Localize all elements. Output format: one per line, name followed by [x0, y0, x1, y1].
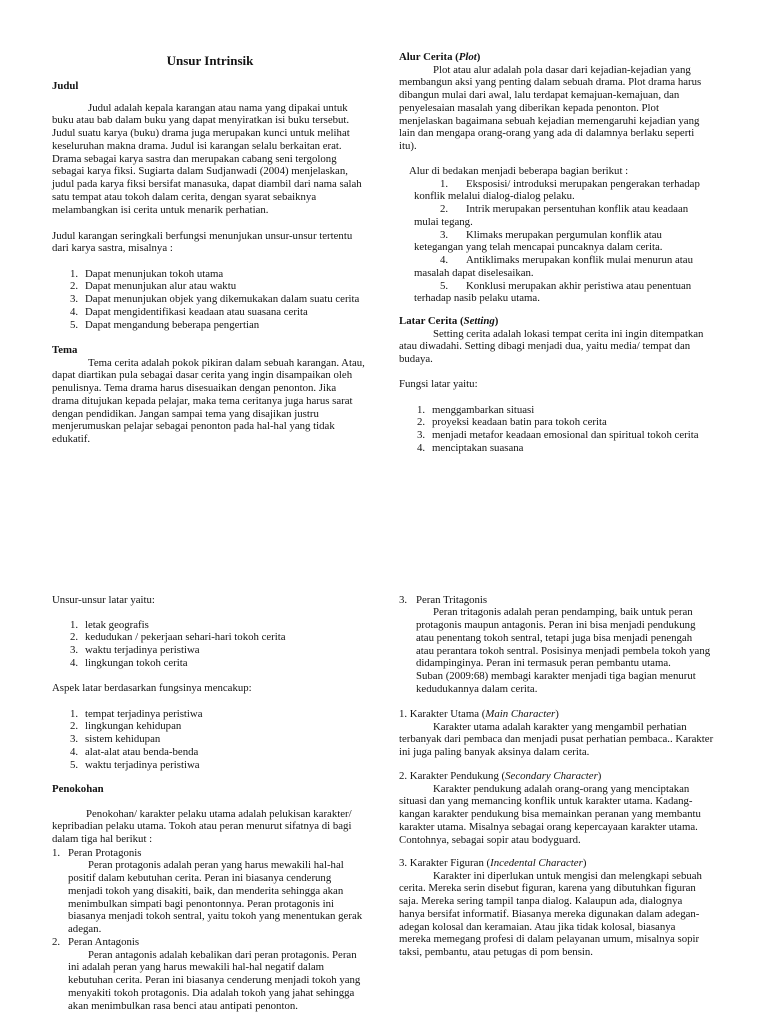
- list-item-text: kedudukan / pekerjaan sehari-hari tokoh cerita: [85, 631, 286, 644]
- peran-item-protagonis: [52, 847, 362, 936]
- text-line: keseluruhan makna drama. Judul isi karangan selalu berkaitan erat.: [52, 139, 342, 152]
- heading-term: Main Character: [485, 707, 556, 720]
- list-number: 3.: [440, 228, 449, 241]
- heading-text: 3. Karakter Figuran (: [399, 856, 491, 869]
- heading-suffix: ): [582, 856, 587, 869]
- list-item-text: Dapat menunjukan objek yang dikemukakan dalam suatu cerita: [85, 293, 360, 306]
- text-line: Peran protagonis adalah peran yang harus mewakili hal-hal: [88, 859, 344, 872]
- list-item-text: waktu terjadinya peristiwa: [85, 758, 200, 771]
- list-item-text: Klimaks merupakan pergumulan konflik atau: [466, 228, 662, 241]
- peran-description: [416, 606, 710, 695]
- peran-title: Peran Protagonis: [68, 846, 142, 859]
- section-heading-alur: [399, 51, 480, 64]
- text-line: buku atau bab dalam buku yang dapat menyiratkan isi buku tersebut.: [52, 114, 350, 127]
- text-line: Judul karangan seringkali berfungsi menunjukan unsur-unsur tertentu: [52, 229, 353, 242]
- text-line: Contohnya, sebagai sopir atau bodyguard.: [399, 833, 581, 846]
- text-line: Plot atau alur adalah pola dasar dari kejadian-kejadian yang: [433, 63, 691, 76]
- list-number: 5.: [440, 279, 449, 292]
- heading-suffix: ): [597, 769, 602, 782]
- heading-text: 2. Karakter Pendukung (: [399, 769, 506, 782]
- text-line: positif dalam kebutuhan cerita. Peran ini biasanya cenderung: [68, 872, 332, 885]
- section-heading-judul: Judul: [52, 79, 79, 92]
- list-item-text: menjadi metafor keadaan emosional dan spiritual tokoh cerita: [432, 429, 699, 442]
- text-line: situasi dan yang memancing konflik untuk karakter utama. Kadang-: [399, 795, 693, 808]
- judul-function-intro: [52, 230, 352, 256]
- list-number: 3.: [70, 644, 79, 657]
- heading-text: 1. Karakter Utama (: [399, 707, 486, 720]
- list-item: [414, 203, 689, 229]
- heading-term: Secondary Character: [505, 769, 598, 782]
- list-number: 3.: [70, 733, 79, 746]
- text-line: didampinginya. Peran ini termasuk peran pembantu utama.: [416, 657, 671, 670]
- list-item-text: ketegangan yang telah mencapai puncaknya dalam cerita.: [414, 241, 663, 254]
- list-item-text: Dapat menunjukan tokoh utama: [85, 267, 224, 280]
- text-line: kepribadian pelaku utama. Tokoh atau peran menurut sifatnya di bagi: [52, 820, 352, 833]
- text-line: ini adalah peran yang harus mewakili hal-hal negatif dalam: [68, 961, 325, 974]
- list-item-text: menciptakan suasana: [432, 441, 524, 454]
- text-line: Karakter utama adalah karakter yang mengambil perhatian: [433, 720, 687, 733]
- text-line: Peran antagonis adalah kebalikan dari peran protagonis. Peran: [88, 948, 357, 961]
- list-item-text: mulai tegang.: [414, 215, 473, 228]
- list-number: 1.: [70, 267, 79, 280]
- list-item-text: Dapat mengandung beberapa pengertian: [85, 318, 260, 331]
- text-line: judul pada karya fiksi bersifat manasuka, dapat diambil dari nama salah: [52, 178, 362, 191]
- text-line: terbanyak dari pembaca dan menjadi pusat perhatian pembaca.. Karakter: [399, 733, 714, 746]
- list-item-text: terhadap nasib pelaku utama.: [414, 292, 540, 305]
- text-line: karakter utama. Misalnya sebagai orang kepercayaan karakter utama.: [399, 820, 698, 833]
- document-title: Unsur Intrinsik: [166, 52, 254, 68]
- text-line: biasanya menjadi tokoh sentral, yaitu tokoh yang menentukan gerak: [68, 910, 363, 923]
- text-line: Judul suatu karya (buku) drama juga merupakan kunci untuk melihat: [52, 127, 350, 140]
- karakter-heading-pendukung: [399, 770, 601, 783]
- alur-paragraph: [399, 64, 701, 153]
- peran-item-antagonis: [52, 936, 362, 1013]
- text-line: menjadi tokoh yang disakiti, baik, dan menderita sehingga akan: [68, 884, 344, 897]
- text-line: menimbulkan simpati bagi penontonnya. Peran protagonis ini: [68, 897, 334, 910]
- list-number: 5.: [70, 758, 79, 771]
- list-item: [414, 279, 692, 306]
- list-item-text: sistem kehidupan: [85, 733, 161, 746]
- list-number: 4.: [70, 305, 79, 318]
- text-line: mereka memegang profesi di dalam pelayanan umum, misalnya sopir: [399, 933, 700, 946]
- peran-description: [68, 949, 362, 1013]
- list-number: 3.: [417, 429, 426, 442]
- heading-term: Incedental Character: [490, 856, 583, 869]
- list-item-text: proyeksi keadaan batin para tokoh cerita: [432, 416, 607, 429]
- text-line: atau penentang tokoh sentral, tetapi juga bisa menjadi penengah: [416, 631, 693, 644]
- list-number: 1.: [70, 707, 79, 720]
- list-number: 2.: [70, 720, 79, 733]
- text-line: Drama sebagai karya sastra dan merupakan cabang seni tergolong: [52, 152, 337, 165]
- list-item: [414, 254, 693, 280]
- text-line: penyelesaian masalah yang diberikan kepada penonton. Plot: [399, 101, 659, 114]
- list-item-text: Intrik merupakan persentuhan konflik atau keadaan: [466, 203, 689, 216]
- karakter-figuran-paragraph: [399, 870, 702, 959]
- text-line: edukatif.: [52, 433, 91, 446]
- alur-parts-list: [414, 177, 700, 306]
- text-line: adegan.: [68, 923, 102, 936]
- text-line: adegan kolosal dan keramaian. Atau jika tidak kolosal, biasanya: [399, 920, 676, 933]
- text-line: atau perantara tokoh sentral. Posisinya menjadi pembela tokoh yang: [416, 644, 711, 657]
- text-line: melambangkan isi cerita untuk menarik perhatian.: [52, 203, 269, 216]
- list-number: 2.: [70, 631, 79, 644]
- text-line: kedudukannya dalam cerita.: [416, 682, 538, 695]
- text-line: Karakter pendukung adalah orang-orang yang menciptakan: [433, 782, 690, 795]
- heading-term: Setting: [463, 314, 495, 327]
- text-line: Tema cerita adalah pokok pikiran dalam sebuah karangan. Atau,: [88, 356, 365, 369]
- text-line: saja. Mereka sering tampil tanpa dialog. Kalaupun ada, dialognya: [399, 895, 683, 908]
- text-line: dalam tiga hal berikut :: [52, 833, 153, 846]
- list-number: 1.: [52, 846, 61, 859]
- section-heading-penokohan: Penokohan: [52, 782, 104, 795]
- text-line: budaya.: [399, 353, 433, 366]
- karakter-utama-paragraph: [399, 721, 713, 759]
- list-item-text: waktu terjadinya peristiwa: [85, 644, 200, 657]
- text-line: protagonis maupun antagonis. Peran ini bisa menjadi pendukung: [416, 619, 696, 632]
- judul-paragraph: [52, 102, 362, 217]
- heading-text: Latar Cerita (: [399, 314, 464, 327]
- text-line: menyakiti tokoh protagonis. Dia adalah tokoh yang jahat sehingga: [68, 986, 355, 999]
- list-number: 2.: [70, 280, 79, 293]
- section-heading-latar: [399, 315, 498, 328]
- text-line: cerita. Mereka serin disebut figuran, karena yang dibutuhkan figuran: [399, 882, 696, 895]
- text-line: kebutuhan cerita. Peran ini biasanya cenderung menjadi tokoh yang: [68, 974, 361, 987]
- list-number: 5.: [70, 318, 79, 331]
- list-number: 1.: [70, 618, 79, 631]
- peran-item-tritagonis: [399, 594, 710, 696]
- text-line: menjelaskan bagaimana sebuah kejadian memengaruhi kejadian yang: [399, 114, 700, 127]
- list-item-text: masalah dapat diselesaikan.: [414, 266, 534, 279]
- text-line: Karakter ini diperlukan untuk mengisi dan melengkapi sebuah: [433, 869, 702, 882]
- text-line: membangun aksi yang penting dalam sebuah drama. Plot drama harus: [399, 76, 702, 89]
- peran-list: [52, 847, 362, 1013]
- text-line: lain dan mengapa orang-orang yang ada di dalamnya berlaku seperti: [399, 127, 695, 140]
- text-line: ini juga paling banyak aksinya dalam cerita.: [399, 746, 590, 759]
- tema-paragraph: [52, 357, 365, 446]
- list-item-text: Konklusi merupakan akhir peristiwa atau penentuan: [466, 279, 692, 292]
- text-line: dengan pendidikan. Jangan sampai tema yang disajikan justru: [52, 407, 319, 420]
- list-number: 4.: [70, 656, 79, 669]
- fungsi-latar-intro: Fungsi latar yaitu:: [399, 377, 478, 390]
- peran-title: Peran Tritagonis: [416, 593, 488, 606]
- list-number: 2.: [52, 935, 61, 948]
- text-line: satu tempat atau tokoh dalam cerita, dengan syarat sebaiknya: [52, 190, 317, 203]
- peran-description: [68, 859, 362, 936]
- karakter-pendukung-paragraph: [399, 783, 701, 847]
- text-line: penulisnya. Tema drama harus disesuaikan dengan penonton. Jika: [52, 382, 337, 395]
- list-number: 2.: [417, 416, 426, 429]
- list-number: 4.: [70, 745, 79, 758]
- list-number: 4.: [417, 441, 426, 454]
- section-heading-tema: Tema: [52, 343, 78, 356]
- list-item: [414, 229, 663, 255]
- text-line: itu).: [399, 140, 417, 153]
- heading-suffix: ): [555, 707, 559, 720]
- text-line: Peran tritagonis adalah peran pendamping, baik untuk peran: [433, 606, 693, 619]
- list-item-text: lingkungan kehidupan: [85, 720, 182, 733]
- list-number: 2.: [440, 203, 449, 216]
- aspek-latar-intro: Aspek latar berdasarkan fungsinya mencakup:: [52, 681, 252, 694]
- text-line: kangan karakter pendukung bisa memainkan peranan yang membantu: [399, 808, 701, 821]
- heading-suffix: ): [494, 314, 499, 327]
- karakter-heading-figuran: [399, 857, 586, 870]
- text-line: Setting cerita adalah lokasi tempat cerita ini ingin ditempatkan: [433, 327, 704, 340]
- text-line: atau diwadahi. Setting dibagi menjadi dua, yaitu media/ tempat dan: [399, 340, 691, 353]
- peran-title: Peran Antagonis: [68, 935, 140, 948]
- list-item-text: tempat terjadinya peristiwa: [85, 707, 203, 720]
- list-item-text: alat-alat atau benda-benda: [85, 745, 199, 758]
- list-item-text: menggambarkan situasi: [432, 403, 535, 416]
- list-number: 1.: [440, 177, 449, 190]
- list-number: 3.: [70, 293, 79, 306]
- list-item-text: Dapat mengidentifikasi keadaan atau suasana cerita: [85, 305, 308, 318]
- text-line: dapat diartikan pula sebagai dasar cerita yang ingin disampaikan oleh: [52, 369, 353, 382]
- heading-text: Alur Cerita (: [399, 50, 459, 63]
- text-line: drama ditujukan kepada pelajar, maka tema ceritanya juga harus sarat: [52, 394, 353, 407]
- text-line: dibangun mulai dari awal, lalu terdapat kemajuan-kemajuan, dan: [399, 89, 680, 102]
- text-line: sebagai karya fiksi. Sugiarta dalam Sudjanwadi (2004) menjelaskan,: [52, 165, 348, 178]
- list-item-text: Dapat menunjukan alur atau waktu: [85, 280, 237, 293]
- text-line: taksi, pembantu, atau petugas di pom bensin.: [399, 946, 594, 959]
- list-number: 1.: [417, 403, 426, 416]
- list-item-text: Eksposisi/ introduksi merupakan pengerakan terhadap: [466, 177, 700, 190]
- alur-parts-intro: Alur di bedakan menjadi beberapa bagian berikut :: [409, 164, 629, 177]
- text-line: Suban (2009:68) membagi karakter menjadi tiga bagian menurut: [416, 670, 696, 683]
- unsur-latar-intro: Unsur-unsur latar yaitu:: [52, 593, 155, 606]
- list-item-text: Antiklimaks merupakan konflik mulai menurun atau: [466, 254, 693, 267]
- list-item: [414, 177, 700, 204]
- text-line: akan menimbulkan rasa benci atau antipati penonton.: [68, 999, 298, 1012]
- text-line: Penokohan/ karakter pelaku utama adalah pelukisan karakter/: [86, 807, 352, 820]
- heading-suffix: ): [476, 50, 481, 63]
- penokohan-paragraph: [52, 808, 352, 846]
- list-item-text: konflik melalui dialog-dialog pelaku.: [414, 190, 575, 203]
- list-number: 4.: [440, 254, 449, 267]
- list-item-text: letak geografis: [85, 618, 149, 631]
- text-line: dari karya sastra, misalnya :: [52, 242, 173, 255]
- text-line: hanya bersifat informatif. Biasanya mereka digunakan dalam adegan-: [399, 907, 700, 920]
- karakter-heading-utama: [399, 708, 559, 721]
- text-line: menjerumuskan pelajar sebagai penonton pada hal-hal yang tidak: [52, 420, 335, 433]
- list-item-text: lingkungan tokoh cerita: [85, 656, 188, 669]
- heading-term: Plot: [458, 50, 477, 63]
- text-line: Judul adalah kepala karangan atau nama yang dipakai untuk: [88, 101, 348, 114]
- list-number: 3.: [399, 593, 408, 606]
- latar-paragraph: [399, 328, 703, 366]
